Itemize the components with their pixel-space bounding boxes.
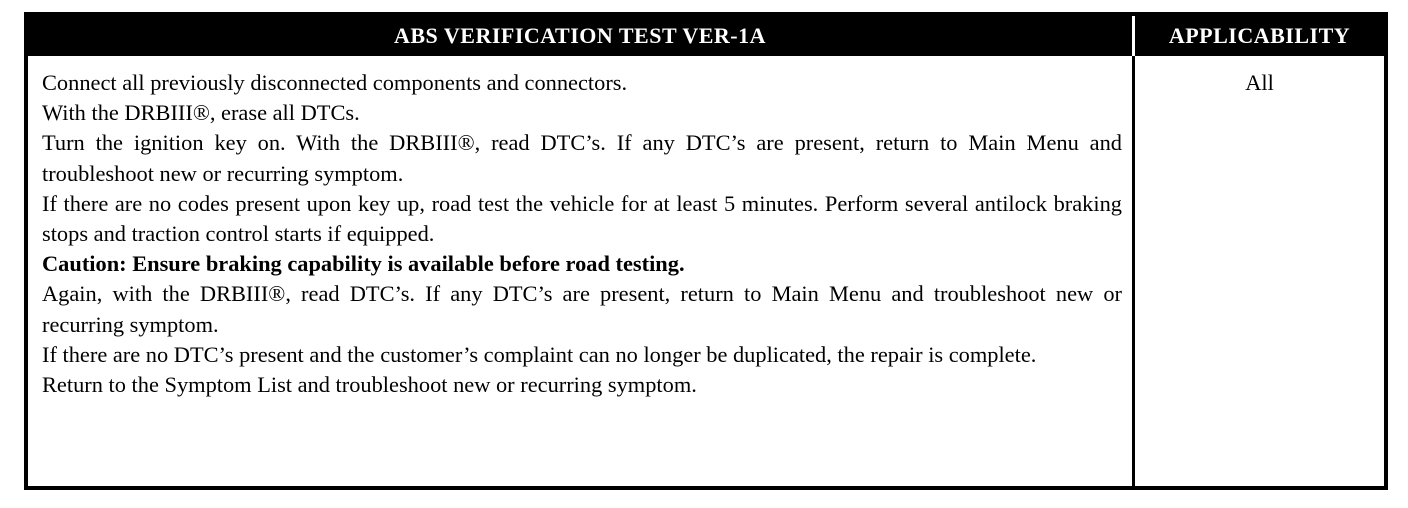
- procedure-step: If there are no DTC’s present and the customer’s complaint can no longer be duplicated, the repair is complete.: [42, 341, 1037, 367]
- procedure-step: Turn the ignition key on. With the DRBIII®, read DTC’s. If any DTC’s are present, return to Main Menu and troubleshoot new or recurring symptom.: [42, 130, 1122, 186]
- test-title-header: [28, 16, 1135, 56]
- procedure-step: Return to the Symptom List and troubleshoot new or recurring symptom.: [42, 372, 697, 398]
- caution-step: Caution: Ensure braking capability is available before road testing.: [42, 251, 685, 277]
- applicability-cell: [1135, 56, 1384, 486]
- procedure-steps: [28, 56, 1135, 486]
- procedure-step: Connect all previously disconnected components and connectors.: [42, 70, 628, 95]
- test-title: ABS VERIFICATION TEST VER-1A: [393, 23, 766, 48]
- verification-test-table: [24, 12, 1388, 490]
- procedure-step: If there are no codes present upon key up, road test the vehicle for at least 5 minutes. Perform several antilock braking stops and traction control starts if equipped.: [42, 190, 1122, 247]
- applicability-value: All: [1245, 70, 1274, 95]
- applicability-header: [1135, 16, 1384, 56]
- procedure-step: Again, with the DRBIII®, read DTC’s. If any DTC’s are present, return to Main Menu and troubleshoot new or recurring symptom.: [42, 281, 1122, 337]
- procedure-step: With the DRBIII®, erase all DTCs.: [42, 100, 360, 126]
- applicability-title: APPLICABILITY: [1168, 23, 1351, 48]
